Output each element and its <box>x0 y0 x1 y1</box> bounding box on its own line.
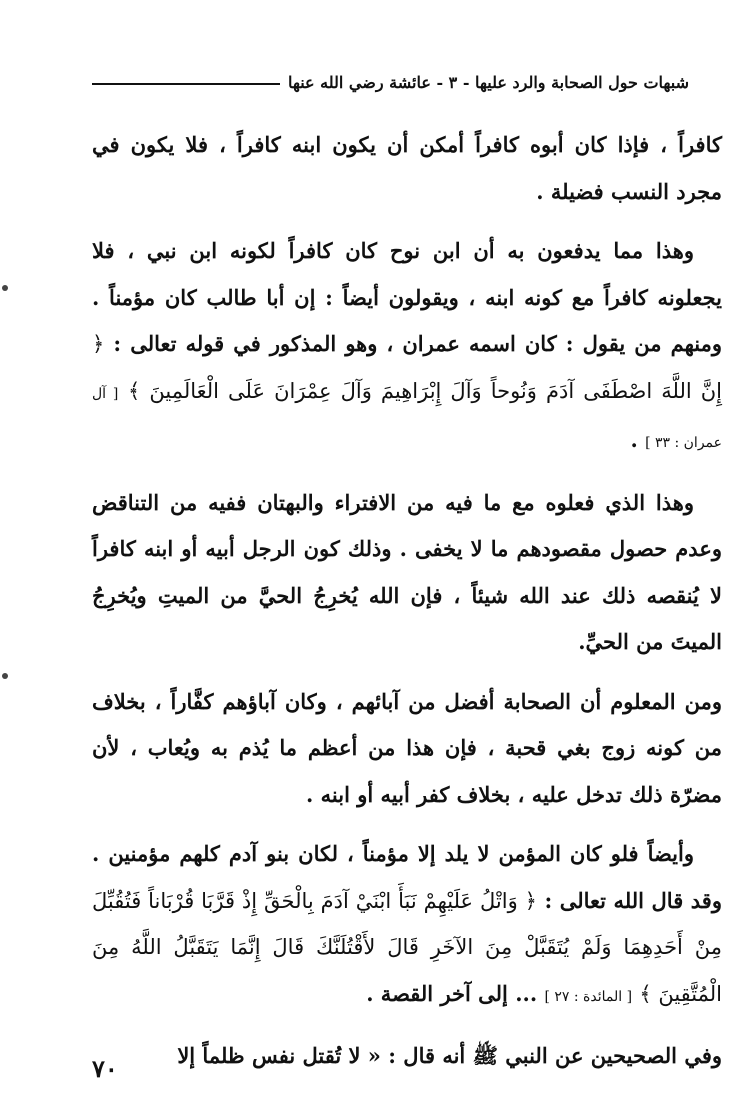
quran-verse-aal-imran: ﴿ إِنَّ اللَّهَ اصْطَفَى آدَمَ وَنُوحاً وَآلَ إِبْرَاهِيمَ وَآلَ عِمْرَانَ عَلَى الْعَالَمِينَ ﴾ <box>92 332 722 403</box>
paragraph-5-ending: ... إلى آخر القصة . <box>366 980 545 1006</box>
paragraph-2-ending: . <box>630 427 646 452</box>
page-number: ٧٠ <box>92 1054 118 1083</box>
body-text <box>92 122 722 1093</box>
paragraph-2-text: وهذا مما يدفعون به أن ابن نوح كان كافراً لكونه ابن نبي ، فلا يجعلونه كافراً مع كونه ابنه ، ويقولون أيضاً : إن أبا طالب كان مؤمناً . ومنهم من يقول : كان اسمه عمران ، وهو المذكور في قوله تعالى : <box>92 238 722 356</box>
quran-verse-al-maidah: ﴿ وَاتْلُ عَلَيْهِمْ نَبَأَ ابْنَيْ آدَمَ بِالْحَقِّ إِذْ قَرَّبَا قُرْبَاناً فَتُقُبِّلَ مِنْ أَحَدِهِمَا وَلَمْ يُتَقَبَّلْ مِنَ الآخَرِ قَالَ لأَقْتُلَنَّكَ قَالَ إِنَّمَا يَتَقَبَّلُ اللَّهُ مِنَ الْمُتَّقِينَ ﴾ <box>92 888 722 1006</box>
paragraph-6 <box>92 1033 722 1080</box>
verse-reference: [ المائدة : ٢٧ ] <box>544 988 633 1005</box>
paragraph-2 <box>92 228 722 467</box>
running-header <box>92 64 689 100</box>
paragraph-5 <box>92 831 722 1020</box>
paragraph-4-text: ومن المعلوم أن الصحابة أفضل من آبائهم ، وكان آباؤهم كفَّاراً ، بخلاف من كونه زوج بغي قحبة ، فإن هذا من أعظم ما يُذم به ويُعاب ، لأن مضرّة ذلك تدخل عليه ، بخلاف كفر أبيه أو ابنه . <box>92 688 722 807</box>
paragraph-4 <box>92 679 722 819</box>
margin-speck <box>2 285 8 291</box>
header-title: شبهات حول الصحابة والرد عليها - ٣ - عائشة رضي الله عنها <box>287 72 689 92</box>
paragraph-1 <box>92 122 722 215</box>
paragraph-6-text: وفي الصحيحين عن النبي ﷺ أنه قال : « لا تُقتل نفس ظلماً إلا <box>177 1043 722 1068</box>
header-rule <box>92 83 280 85</box>
paragraph-1-text: كافراً ، فإذا كان أبوه كافراً أمكن أن يكون ابنه كافراً ، فلا يكون في مجرد النسب فضيلة . <box>92 132 722 204</box>
verse-reference: [ آل عمران : ٣٣ ] <box>92 385 722 451</box>
paragraph-3 <box>92 480 722 666</box>
paragraph-3-text: وهذا الذي فعلوه مع ما فيه من الافتراء والبهتان ففيه من التناقض وعدم حصول مقصودهم ما لا يخفى . وذلك كون الرجل أبيه أو ابنه كافراً لا يُنقصه ذلك عند الله شيئاً ، فإن الله يُخرِجُ الحيَّ من الميتِ ويُخرِجُ الميتَ من الحيِّ. <box>92 489 722 654</box>
margin-speck <box>2 673 8 679</box>
paragraph-5-text: وأيضاً فلو كان المؤمن لا يلد إلا مؤمناً ، لكان بنو آدم كلهم مؤمنين . وقد قال الله تعالى : <box>92 841 722 913</box>
